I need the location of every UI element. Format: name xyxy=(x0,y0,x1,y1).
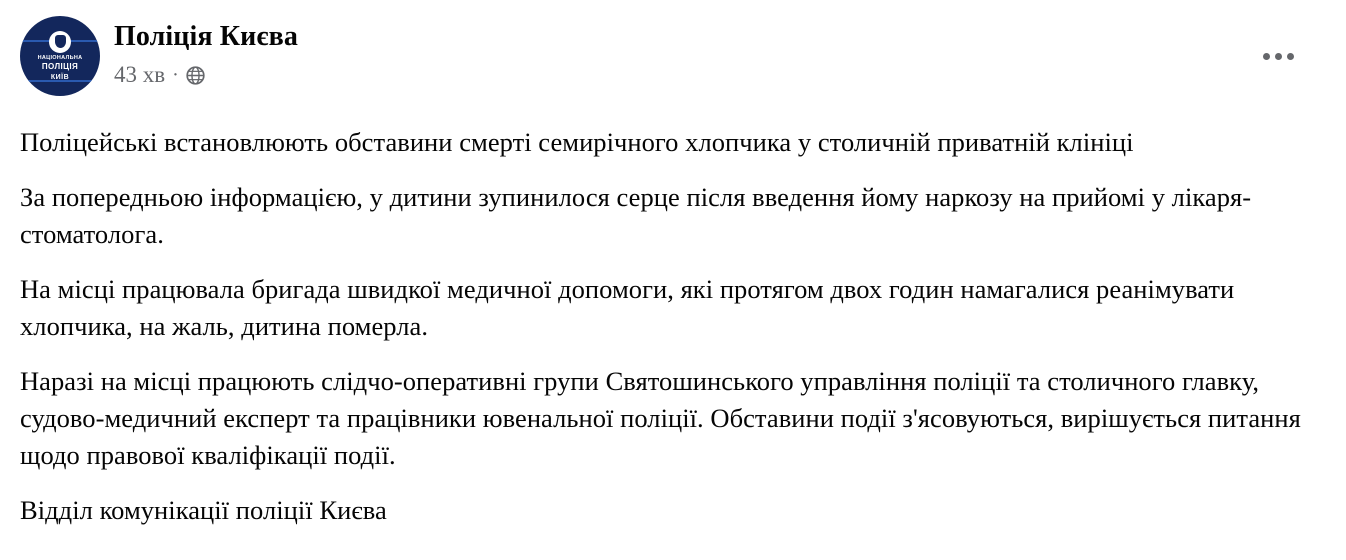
ellipsis-dot-3 xyxy=(1287,53,1294,60)
post-paragraph: Наразі на місці працюють слідчо-оперативні групи Святошинського управління поліції та столичного главку, судово-медичний експерт та працівники ювенальної поліції. Обставини події з'ясовуються, вирішується питання щодо правової кваліфікації події. xyxy=(20,366,1301,470)
post-meta xyxy=(114,61,298,89)
meta-separator: · xyxy=(172,64,179,86)
ellipsis-dot-1 xyxy=(1263,53,1270,60)
police-shield-icon xyxy=(49,31,71,53)
post-paragraph: За попередньою інформацією, у дитини зупинилося серце після введення йому наркозу на прийомі у лікаря- стоматолога. xyxy=(20,182,1252,249)
post-paragraph: На місці працювала бригада швидкої медичної допомоги, які протягом двох годин намагалися реанімувати хлопчика, на жаль, дитина померла. xyxy=(20,274,1235,341)
post-body xyxy=(20,124,1326,529)
post-timestamp[interactable]: 43 хв xyxy=(114,62,166,87)
ellipsis-dot-2 xyxy=(1275,53,1282,60)
avatar-line-3: КИЇВ xyxy=(50,73,70,81)
page-name[interactable]: Поліція Києва xyxy=(114,21,298,52)
avatar[interactable] xyxy=(20,16,100,96)
globe-icon[interactable] xyxy=(186,66,205,85)
avatar-line-2: ПОЛІЦІЯ xyxy=(41,61,79,71)
ellipsis-icon[interactable] xyxy=(1256,44,1300,68)
post-header-text xyxy=(114,16,298,89)
post-paragraph: Поліцейські встановлюють обставини смерті семирічного хлопчика у столичній приватній клініці xyxy=(20,127,1134,157)
avatar-stripe-bottom xyxy=(20,80,100,82)
post-paragraph: Відділ комунікації поліції Києва xyxy=(20,495,387,525)
post-header xyxy=(20,16,1326,112)
avatar-line-1: НАЦІОНАЛЬНА xyxy=(37,54,83,61)
